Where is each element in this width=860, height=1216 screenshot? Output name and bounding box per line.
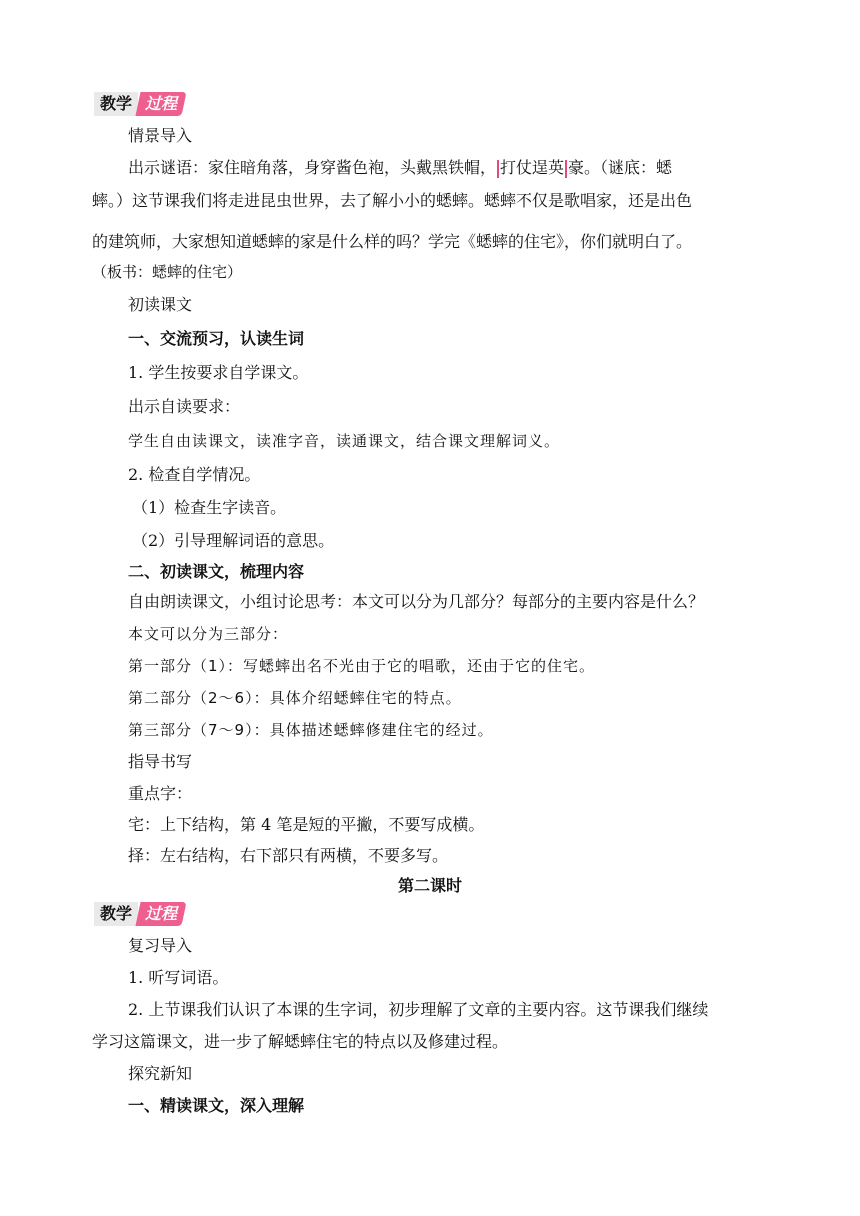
section-heading-2: 二、初读课文，梳理内容	[128, 562, 305, 581]
text-line: 重点字：	[128, 784, 193, 803]
section-badge-teaching-process	[94, 92, 186, 116]
heading-scene-intro: 情景导入	[128, 126, 193, 145]
badge-label-teaching: 教学	[94, 902, 138, 926]
blackboard-note: （板书：蟋蟀的住宅）	[92, 263, 243, 281]
sub-list-item: （2）引导理解词语的意思。	[132, 531, 335, 550]
reading-requirement: 学生自由读课文，读准字音，读通课文，结合课文理解词义。	[128, 432, 561, 450]
section-heading-3: 一、精读课文，深入理解	[128, 1096, 305, 1115]
paragraph-line: 的建筑师，大家想知道蟋蟀的家是什么样的吗？学完《蟋蟀的住宅》，你们就明白了。	[92, 232, 693, 251]
heading-writing-guide: 指导书写	[128, 752, 193, 771]
highlight-mark-right	[565, 160, 567, 178]
heading-first-reading: 初读课文	[128, 295, 193, 314]
list-item: 2. 检查自学情况。	[128, 465, 261, 484]
paragraph-line: 蟀。）这节课我们将走进昆虫世界，去了解小小的蟋蟀。蟋蟀不仅是歌唱家，还是出色	[92, 191, 693, 210]
sub-list-item: （1）检查生字读音。	[132, 498, 287, 517]
section-heading-1: 一、交流预习，认读生词	[128, 329, 305, 348]
list-item: 2. 上节课我们认识了本课的生字词，初步理解了文章的主要内容。这节课我们继续	[128, 1000, 709, 1019]
answer-line: 第一部分（1）：写蟋蟀出名不光由于它的唱歌，还由于它的住宅。	[128, 657, 596, 675]
section-badge-teaching-process	[94, 902, 186, 926]
heading-explore: 探究新知	[128, 1064, 193, 1083]
answer-line: 本文可以分为三部分：	[128, 625, 289, 643]
list-item: 1. 听写词语。	[128, 968, 229, 987]
text-line: 自由朗读课文，小组讨论思考：本文可以分为几部分？每部分的主要内容是什么？	[128, 592, 705, 611]
list-item: 1. 学生按要求自学课文。	[128, 363, 309, 382]
paragraph-line: 学习这篇课文，进一步了解蟋蟀住宅的特点以及修建过程。	[92, 1032, 509, 1051]
badge-label-process: 过程	[135, 92, 186, 116]
lesson-title-second: 第二课时	[397, 876, 462, 895]
text-line: 出示自读要求：	[128, 397, 241, 416]
text-line: 宅：上下结构，第 4 笔是短的平撇，不要写成横。	[128, 815, 485, 834]
answer-line: 第二部分（2～6）：具体介绍蟋蟀住宅的特点。	[128, 689, 462, 707]
badge-label-process: 过程	[135, 902, 186, 926]
heading-review-intro: 复习导入	[128, 936, 193, 955]
text-line: 择：左右结构，右下部只有两横，不要多写。	[128, 846, 449, 865]
paragraph-riddle: 出示谜语：家住暗角落，身穿酱色袍，头戴黑铁帽， 打仗逞英 豪。（谜底：蟋	[128, 158, 673, 177]
badge-label-teaching: 教学	[94, 92, 138, 116]
answer-line: 第三部分（7～9）：具体描述蟋蟀修建住宅的经过。	[128, 721, 494, 739]
highlight-mark-left	[497, 160, 499, 178]
